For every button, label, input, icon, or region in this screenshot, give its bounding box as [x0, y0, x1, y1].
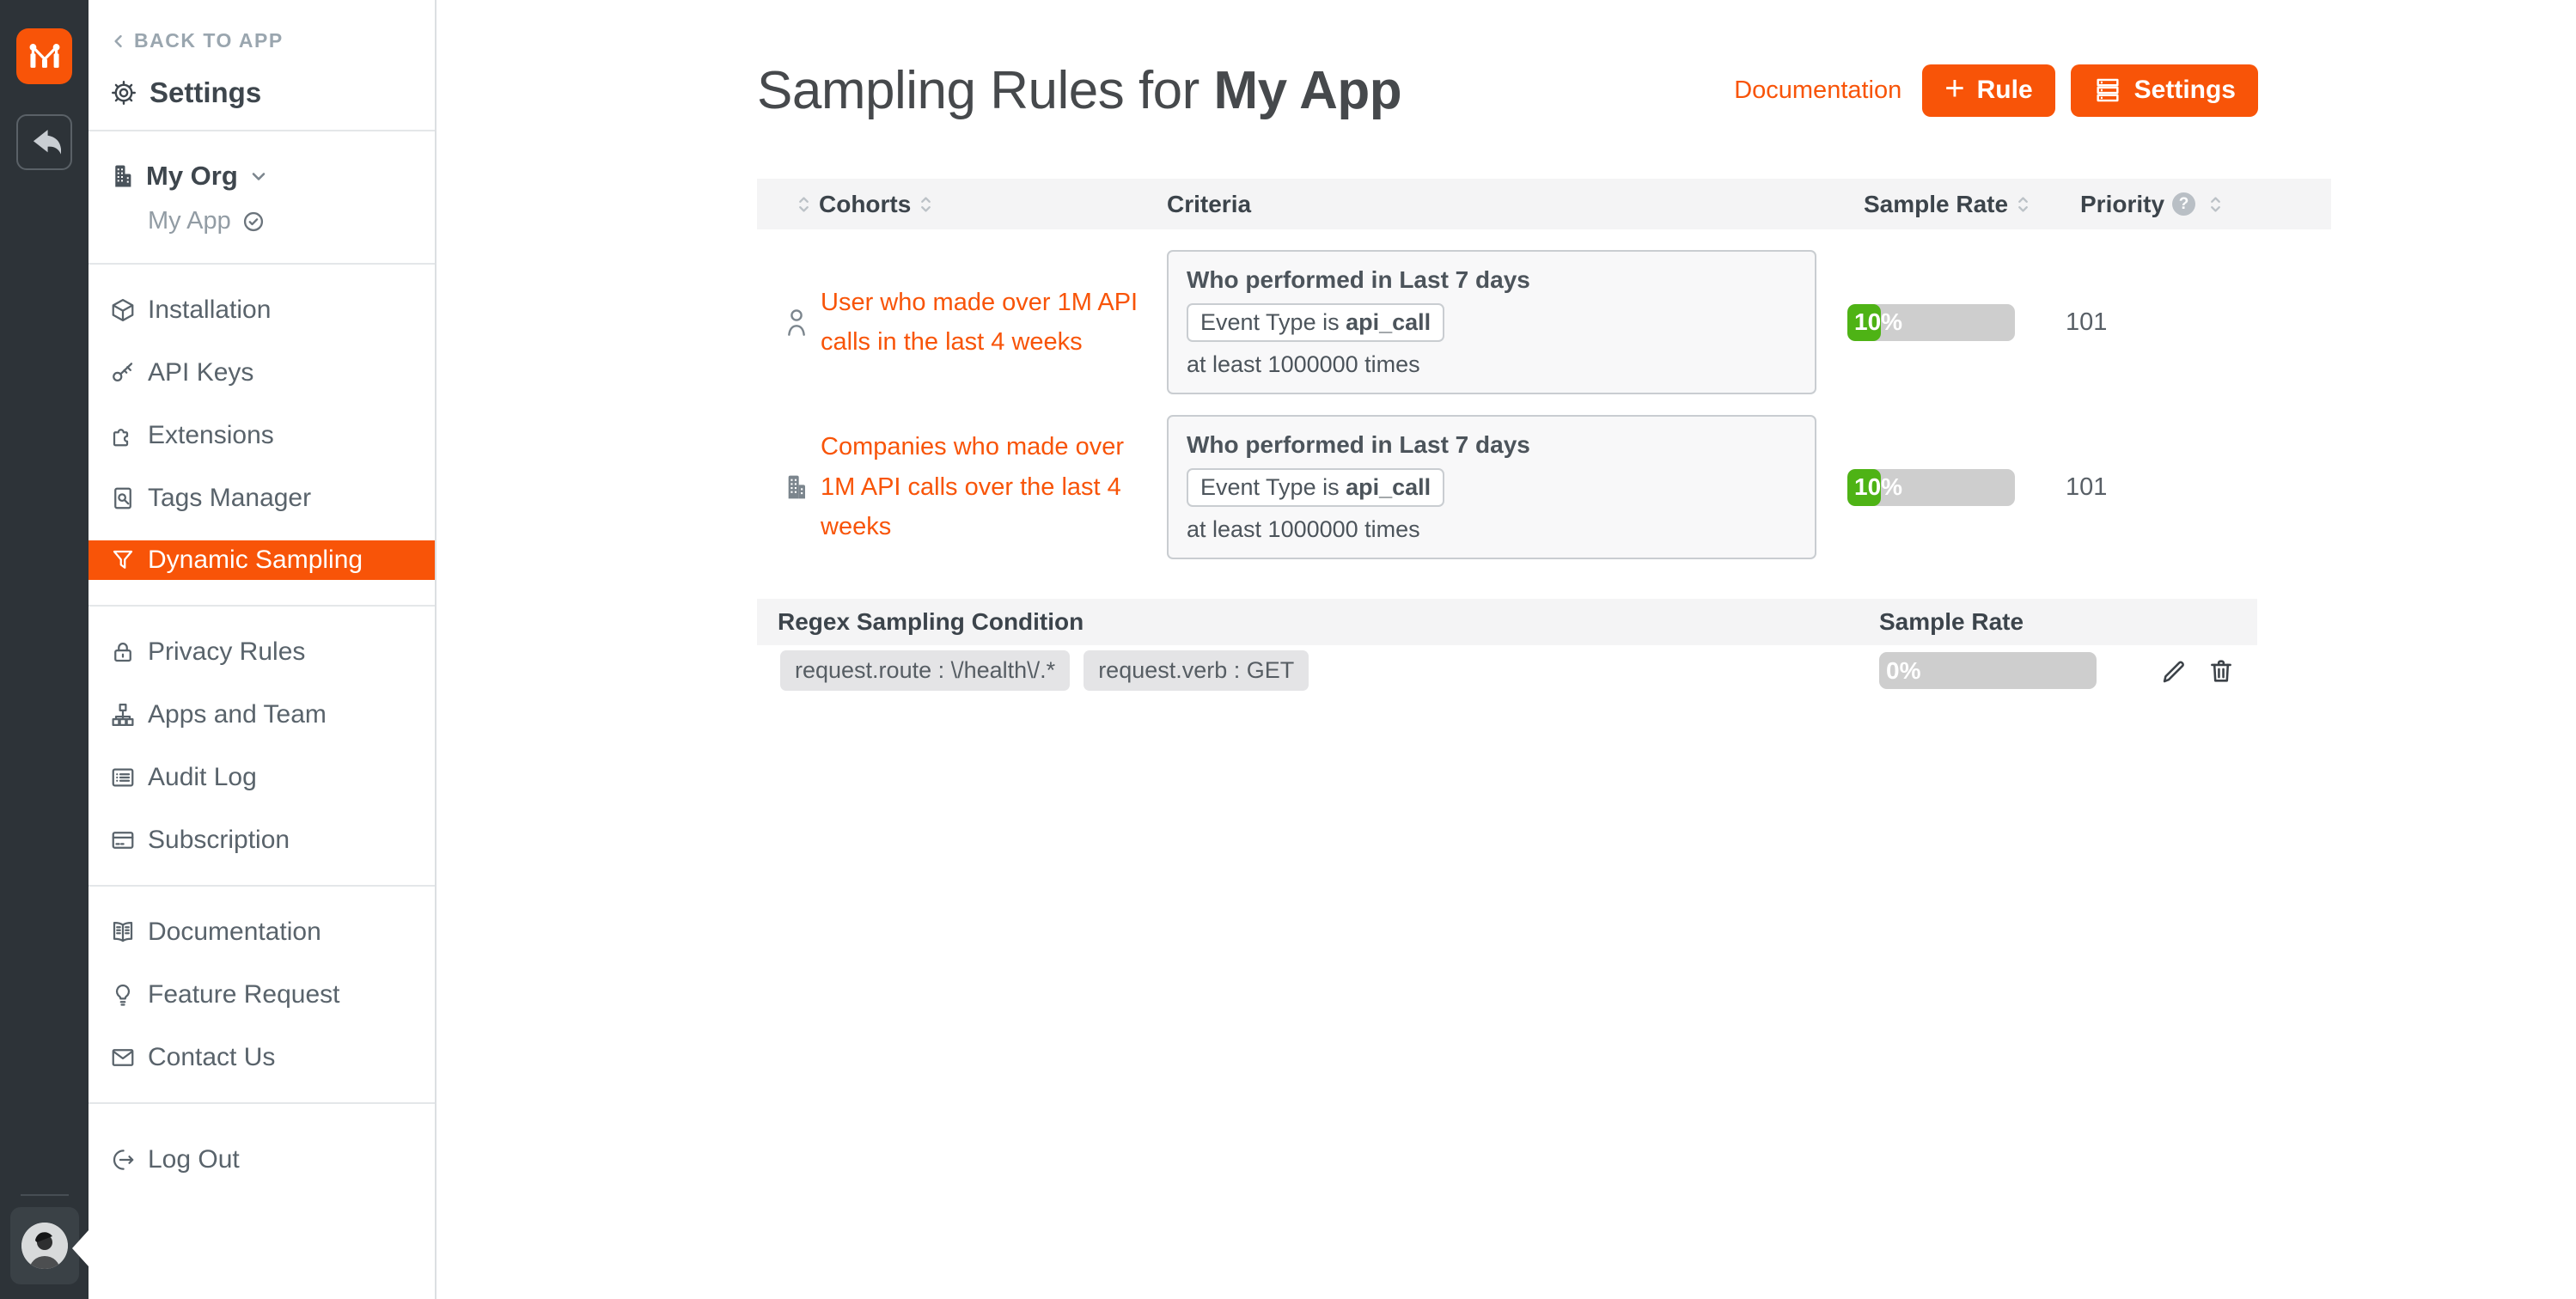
- sidebar-item-contact-us[interactable]: [89, 1026, 435, 1089]
- sort-icon: [2016, 193, 2030, 216]
- criteria-box: [1167, 250, 1816, 394]
- criteria-times: at least 1000000 times: [1187, 351, 1420, 377]
- delete-regex-button[interactable]: [2207, 656, 2236, 686]
- table-row: [757, 250, 2331, 394]
- sort-icon: [2208, 193, 2223, 216]
- sidebar-item-log-out[interactable]: [89, 1128, 435, 1191]
- sidebar-title: [110, 76, 435, 109]
- sidebar-item-label: Tags Manager: [148, 483, 312, 512]
- regex-condition-row: [757, 650, 2257, 691]
- page-title-app: My App: [1213, 60, 1402, 120]
- moesif-logo-icon: [25, 37, 64, 76]
- column-header-criteria: [1167, 191, 1840, 218]
- app-name: My App: [148, 207, 231, 235]
- collapse-back-button[interactable]: [16, 114, 72, 170]
- priority-value: 101: [2066, 473, 2108, 501]
- criteria-event-type-tag: [1187, 468, 1444, 507]
- sidebar-item-label: Documentation: [148, 917, 321, 946]
- sidebar-item-label: Log Out: [148, 1144, 240, 1174]
- sidebar-item-tags-manager[interactable]: [89, 467, 435, 529]
- regex-sample-rate-header: Sample Rate: [1879, 608, 2024, 635]
- envelope-icon: [110, 1045, 136, 1070]
- sample-rate-value: 0%: [1886, 656, 1921, 684]
- add-rule-button[interactable]: [1922, 64, 2054, 117]
- chevron-down-icon: [248, 166, 269, 186]
- column-header-sample-rate[interactable]: [1840, 191, 2059, 218]
- funnel-icon: [110, 547, 136, 573]
- sample-rate-value: 10%: [1854, 308, 1903, 335]
- main-content: [436, 0, 2576, 1299]
- criteria-tag-prefix: Event Type is: [1200, 474, 1346, 500]
- sample-rate-bar: [1847, 304, 2015, 341]
- cohort-link[interactable]: User who made over 1M API calls in the last 4 weeks: [821, 288, 1138, 356]
- sampling-settings-label: Settings: [2133, 76, 2236, 104]
- lightbulb-icon: [110, 982, 136, 1008]
- org-chart-icon: [110, 702, 136, 728]
- criteria-tag-value: api_call: [1346, 474, 1431, 500]
- sidebar-item-label: Extensions: [148, 420, 274, 449]
- sample-rate-bar: [1847, 469, 2015, 506]
- puzzle-icon: [110, 423, 136, 448]
- sidebar-item-extensions[interactable]: [89, 404, 435, 467]
- criteria-event-type-tag: [1187, 303, 1444, 342]
- trash-icon: [2207, 656, 2236, 686]
- priority-value: 101: [2066, 308, 2108, 336]
- user-icon: [783, 305, 810, 339]
- regex-section-title: Regex Sampling Condition: [778, 608, 1084, 635]
- sort-icon: [919, 193, 933, 216]
- sample-rate-value: 10%: [1854, 473, 1903, 500]
- documentation-link[interactable]: Documentation: [1734, 76, 1902, 104]
- pencil-icon: [2158, 656, 2188, 686]
- regex-sample-rate-bar: [1879, 652, 2097, 689]
- moesif-logo[interactable]: [16, 28, 72, 84]
- avatar: [21, 1223, 68, 1269]
- sidebar-item-subscription[interactable]: [89, 808, 435, 871]
- plus-icon: +: [1944, 70, 1965, 107]
- check-circle-icon: [241, 210, 266, 234]
- sidebar-item-label: Subscription: [148, 825, 290, 854]
- criteria-tag-value: api_call: [1346, 309, 1431, 335]
- sidebar-item-label: Privacy Rules: [148, 637, 306, 666]
- book-icon: [110, 919, 136, 945]
- column-label: Priority: [2080, 190, 2165, 217]
- regex-section-header: [757, 599, 2257, 645]
- criteria-times: at least 1000000 times: [1187, 516, 1420, 542]
- regex-condition-tag: request.verb : GET: [1084, 650, 1309, 691]
- criteria-performed: Who performed in Last 7 days: [1187, 431, 1530, 458]
- page-title-prefix: Sampling Rules for: [757, 60, 1214, 120]
- page-title: [757, 60, 1401, 121]
- logout-icon: [110, 1147, 136, 1173]
- cohort-link[interactable]: Companies who made over 1M API calls over the last 4 weeks: [821, 433, 1125, 541]
- back-to-app-label: BACK TO APP: [134, 29, 284, 52]
- chevron-left-icon: [110, 33, 127, 50]
- help-icon: ?: [2172, 192, 2195, 216]
- rules-table-header: [757, 179, 2331, 229]
- sidebar-item-label: Dynamic Sampling: [148, 546, 363, 574]
- credit-card-icon: [110, 827, 136, 853]
- sidebar-item-label: Feature Request: [148, 979, 340, 1009]
- column-label: Sample Rate: [1864, 190, 2009, 217]
- list-settings-icon: [2093, 76, 2122, 105]
- company-icon: [783, 473, 810, 501]
- lock-icon: [110, 639, 136, 665]
- user-avatar-button[interactable]: [10, 1207, 79, 1284]
- org-selector[interactable]: [110, 161, 435, 192]
- package-icon: [110, 297, 136, 323]
- sort-icon: [797, 193, 811, 216]
- criteria-performed: Who performed in Last 7 days: [1187, 266, 1530, 293]
- criteria-tag-prefix: Event Type is: [1200, 309, 1346, 335]
- sidebar-item-privacy-rules[interactable]: [89, 620, 435, 683]
- sidebar-item-dynamic-sampling[interactable]: [89, 540, 435, 580]
- sidebar-item-label: Apps and Team: [148, 699, 327, 729]
- org-name: My Org: [146, 161, 238, 191]
- dark-rail: [0, 0, 89, 1299]
- rail-divider: [21, 1194, 69, 1196]
- column-label: Cohorts: [819, 190, 912, 217]
- sidebar-item-audit-log[interactable]: [89, 746, 435, 808]
- edit-regex-button[interactable]: [2158, 656, 2188, 686]
- sidebar-item-label: Audit Log: [148, 762, 257, 791]
- column-header-priority[interactable]: [2059, 191, 2331, 218]
- list-icon: [110, 765, 136, 790]
- reply-arrow-icon: [28, 126, 61, 159]
- sidebar-item-documentation[interactable]: [89, 900, 435, 963]
- criteria-box: [1167, 415, 1816, 559]
- table-row: [757, 415, 2331, 559]
- sidebar-item-label: API Keys: [148, 357, 254, 387]
- sidebar-item-label: Contact Us: [148, 1042, 276, 1071]
- sampling-settings-button[interactable]: [2071, 64, 2258, 117]
- sidebar-title-label: Settings: [150, 76, 262, 108]
- sidebar-item-feature-request[interactable]: [89, 963, 435, 1026]
- add-rule-label: Rule: [1976, 76, 2033, 104]
- key-icon: [110, 360, 136, 386]
- back-to-app-link[interactable]: [110, 29, 435, 52]
- regex-condition-tag: request.route : \/health\/.*: [780, 650, 1070, 691]
- building-icon: [110, 163, 136, 189]
- avatar-callout-pointer: [72, 1230, 89, 1266]
- document-search-icon: [110, 485, 136, 511]
- gear-icon: [110, 79, 137, 107]
- sidebar-item-apps-and-team[interactable]: [89, 683, 435, 746]
- sidebar-item-label: Installation: [148, 295, 272, 324]
- app-selector[interactable]: [110, 207, 435, 235]
- sidebar-item-installation[interactable]: [89, 278, 435, 341]
- sidebar-item-api-keys[interactable]: [89, 341, 435, 404]
- column-header-cohorts[interactable]: [757, 191, 1167, 218]
- column-label: Criteria: [1167, 190, 1252, 217]
- settings-sidebar: [89, 0, 436, 1299]
